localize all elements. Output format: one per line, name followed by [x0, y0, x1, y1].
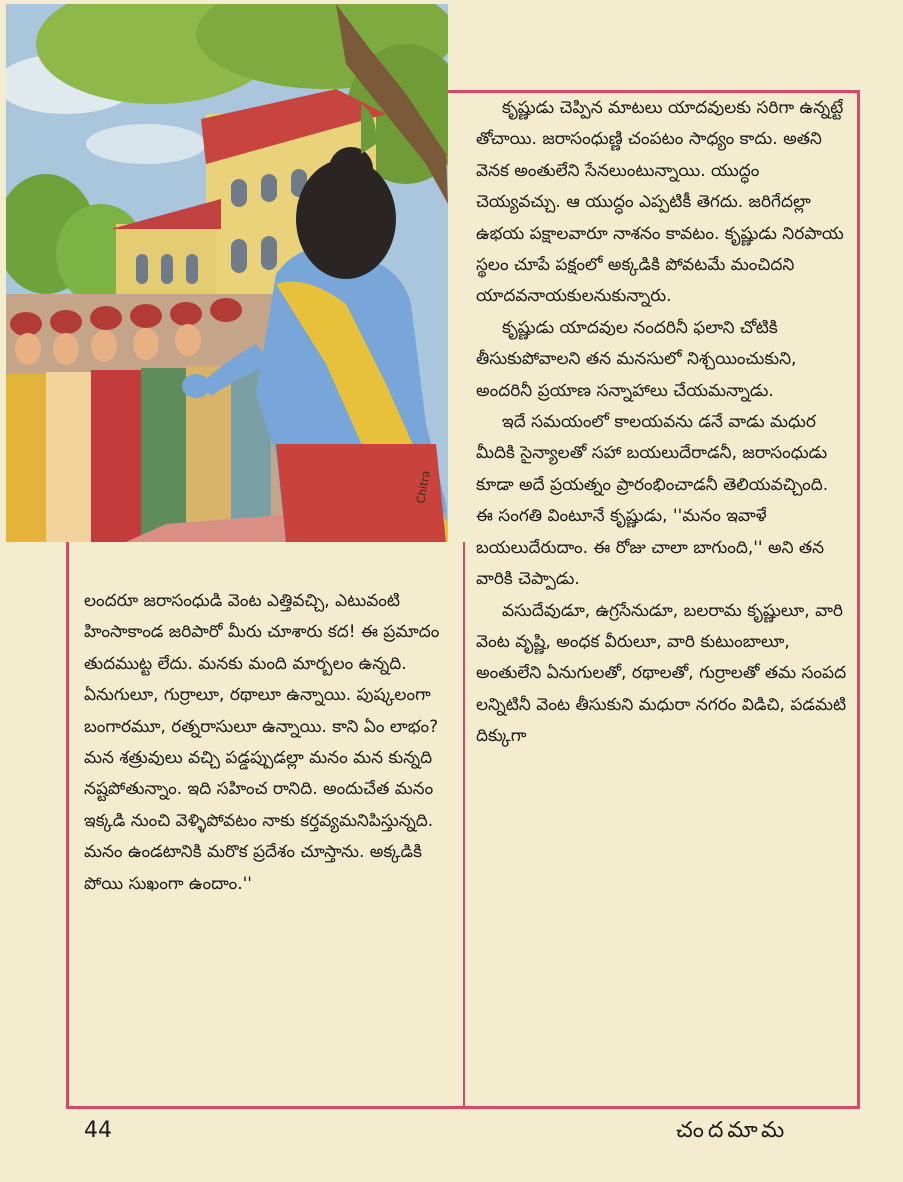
- right-text-column: [476, 93, 848, 753]
- page-number: 44: [84, 1118, 112, 1143]
- paragraph: ఇదే సమయంలో కాలయవను డనే వాడు మధుర మీదికి సైన్యాలతో సహా బయలుదేరాడనీ, జరాసంధుడు కూడా అదే ప్రయత్నం ప్రారంభించాడనీ తెలియవచ్చింది. ఈ సంగతి వింటూనే కృష్ణుడు, ''మనం ఇవాళే బయలుదేరుదాం. ఈ రోజు చాలా బాగుంది,'' అని తన వారికి చెప్పాడు.: [476, 412, 829, 590]
- frame-left-lower: [66, 542, 69, 1109]
- paragraph: కృష్ణుడు యాదవుల నందరినీ ఫలాని చోటికి తీసుకుపోవాలని తన మనసులో నిశ్చయించుకుని, అందరినీ ప్రయాణ సన్నాహాలు చేయమన్నాడు.: [476, 317, 797, 401]
- frame-center-divider: [463, 542, 465, 1106]
- frame-right: [857, 90, 860, 1109]
- paragraph: లందరూ జరాసంధుడి వెంట ఎత్తివచ్చి, ఎటువంటి హింసాకాండ జరిపారో మీరు చూశారు కద! ఈ ప్రమాదం తుదముట్ట లేదు. మనకు మంది మార్బలం ఉన్నది. ఏనుగులూ, గుర్రాలూ, రథాలూ ఉన్నాయి. పుష్కలంగా బంగారమూ, రత్నరాసులూ ఉన్నాయి. కాని ఏం లాభం? మన శత్రువులు వచ్చి పడ్డప్పుడల్లా మనం మన కున్నది నష్టపోతున్నాం. ఇది సహించ రానిది. అందుచేత మనం ఇక్కడి నుంచి వెళ్ళిపోవటం నాకు కర్తవ్యమనిపిస్తున్నది. మనం ఉండటానికి మరొక ప్రదేశం చూస్తాను. అక్కడికి పోయి సుఖంగా ఉందాం.'': [84, 591, 440, 894]
- krishna-illustration: [6, 4, 448, 542]
- paragraph: కృష్ణుడు చెప్పిన మాటలు యాదవులకు సరిగా ఉన్నట్టే తోచాయి. జరాసంధుణ్ణి చంపటం సాధ్యం కాదు. అతని వెనక అంతులేని సేనలుంటున్నాయి. యుద్ధం చెయ్యవచ్చు. ఆ యుద్ధం ఎప్పటికీ తెగదు. జరిగేదల్లా ఉభయ పక్షాలవారూ నాశనం కావటం. కృష్ణుడు నిరపాయ స్థలం చూపే పక్షంలో అక్కడికి పోవటమే మంచిదని యాదవనాయకులనుకున్నారు.: [476, 98, 844, 307]
- story-illustration: [6, 4, 448, 542]
- left-text-column: [84, 586, 456, 900]
- paragraph: వసుదేవుడూ, ఉగ్రసేనుడూ, బలరామ కృష్ణులూ, వారి వెంట వృష్ణి, అంధక వీరులూ, వారి కుటుంబాలూ, అంతులేని ఏనుగులతో, రథాలతో, గుర్రాలతో తమ సంపద లన్నిటినీ వెంట తీసుకుని మధురా నగరం విడిచి, పడమటి దిక్కుగా: [476, 600, 847, 747]
- artist-signature: Chitra: [414, 469, 433, 505]
- frame-bottom: [66, 1106, 860, 1109]
- magazine-name: చందమామ: [676, 1118, 789, 1143]
